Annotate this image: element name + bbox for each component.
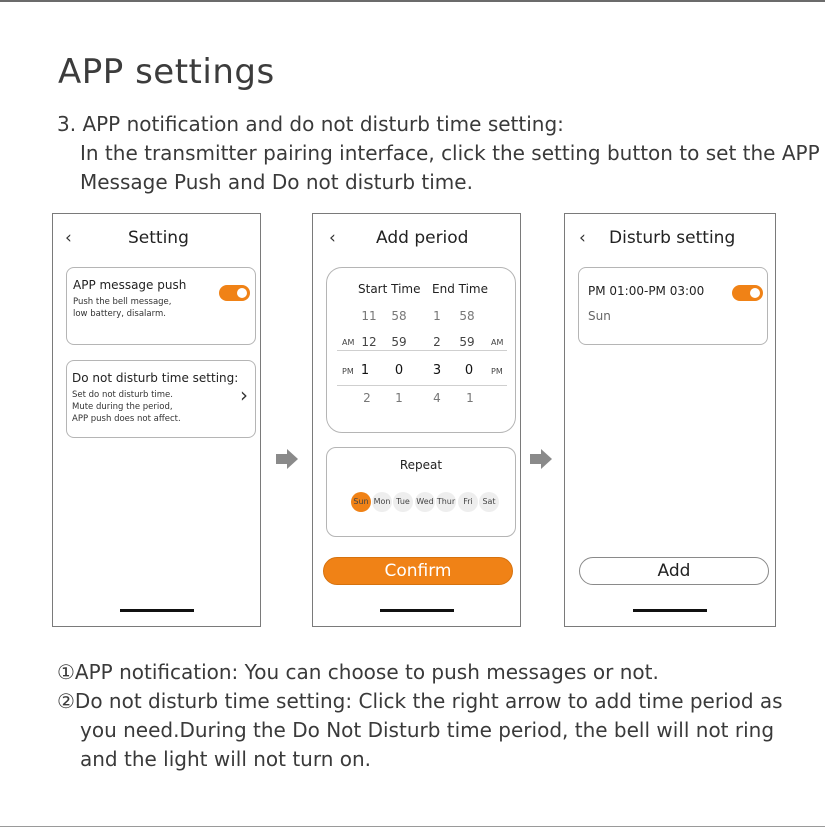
push-label: APP message push <box>73 278 187 292</box>
start-hour-option[interactable]: 11 <box>361 309 377 323</box>
back-chevron-icon[interactable]: ‹ <box>579 228 586 248</box>
push-toggle[interactable] <box>219 285 250 301</box>
dnd-card[interactable] <box>66 360 256 438</box>
add-button[interactable]: Add <box>579 557 769 585</box>
home-indicator <box>380 609 454 612</box>
push-desc-2: low battery, disalarm. <box>73 309 166 319</box>
dnd-label: Do not disturb time setting: <box>72 371 239 385</box>
period-toggle[interactable] <box>732 285 763 301</box>
disturb-setting-title: Disturb setting <box>609 228 736 248</box>
intro-line-3: Message Push and Do not disturb time. <box>80 170 473 194</box>
start-minute-option[interactable]: 59 <box>391 335 407 349</box>
back-chevron-icon[interactable]: ‹ <box>65 228 72 248</box>
app-message-push-card <box>66 267 256 345</box>
home-indicator <box>633 609 707 612</box>
am-pm-right[interactable]: PM <box>491 367 503 376</box>
intro-line-2: In the transmitter pairing interface, click the setting button to set the APP <box>80 141 820 165</box>
end-hour-selected[interactable]: 3 <box>432 363 442 378</box>
chevron-right-icon[interactable]: › <box>240 383 248 407</box>
dnd-desc-2: Mute during the period, <box>72 402 173 412</box>
dnd-desc-1: Set do not disturb time. <box>72 390 173 400</box>
setting-title: Setting <box>128 228 189 248</box>
note-2-cont-2: and the light will not turn on. <box>80 747 372 771</box>
am-pm-left[interactable]: AM <box>342 338 355 347</box>
am-pm-right[interactable]: AM <box>491 338 504 347</box>
day-wed[interactable]: Wed <box>415 492 435 512</box>
disturb-setting-header <box>565 228 775 252</box>
note-2: ②Do not disturb time setting: Click the right arrow to add time period as <box>57 689 783 713</box>
start-minute-selected[interactable]: 0 <box>394 363 404 378</box>
start-time-label: Start Time <box>358 282 421 296</box>
period-days: Sun <box>588 309 611 323</box>
day-tue[interactable]: Tue <box>393 492 413 512</box>
end-hour-option[interactable]: 4 <box>433 391 441 405</box>
start-minute-option[interactable]: 58 <box>391 309 407 323</box>
time-picker-card <box>326 267 516 433</box>
bottom-divider <box>0 826 825 827</box>
page-title: APP settings <box>58 52 275 92</box>
back-chevron-icon[interactable]: ‹ <box>329 228 336 248</box>
end-minute-option[interactable]: 59 <box>459 335 475 349</box>
end-minute-option[interactable]: 1 <box>466 391 474 405</box>
add-period-title: Add period <box>376 228 469 248</box>
push-desc-1: Push the bell message, <box>73 297 172 307</box>
home-indicator <box>120 609 194 612</box>
repeat-label: Repeat <box>399 458 443 472</box>
phone-setting-screen <box>52 213 261 627</box>
start-hour-option[interactable]: 2 <box>363 391 371 405</box>
add-period-header <box>313 228 520 252</box>
intro-text <box>57 110 820 197</box>
repeat-card <box>326 447 516 537</box>
end-minute-selected[interactable]: 0 <box>464 363 474 378</box>
day-thur[interactable]: Thur <box>436 492 456 512</box>
day-fri[interactable]: Fri <box>458 492 478 512</box>
end-hour-option[interactable]: 2 <box>433 335 441 349</box>
end-time-label: End Time <box>432 282 488 296</box>
intro-line-1: 3. APP notification and do not disturb time setting: <box>57 112 564 136</box>
end-hour-option[interactable]: 1 <box>433 309 441 323</box>
selection-line-top <box>337 350 507 351</box>
phone-disturb-setting-screen <box>564 213 776 627</box>
dnd-desc-3: APP push does not affect. <box>72 414 181 424</box>
setting-header <box>53 228 260 252</box>
am-pm-left[interactable]: PM <box>342 367 354 376</box>
day-mon[interactable]: Mon <box>372 492 392 512</box>
day-sat[interactable]: Sat <box>479 492 499 512</box>
day-sun[interactable]: Sun <box>351 492 371 512</box>
start-hour-option[interactable]: 12 <box>361 335 377 349</box>
selection-line-bottom <box>337 385 507 386</box>
end-minute-option[interactable]: 58 <box>459 309 475 323</box>
note-2-cont-1: you need.During the Do Not Disturb time period, the bell will not ring <box>80 718 775 742</box>
period-card[interactable] <box>578 267 768 345</box>
notes-text <box>57 658 783 774</box>
top-divider <box>0 0 825 2</box>
note-1: ①APP notification: You can choose to push messages or not. <box>57 660 659 684</box>
phone-add-period-screen <box>312 213 521 627</box>
period-time: PM 01:00-PM 03:00 <box>588 284 705 298</box>
start-hour-selected[interactable]: 1 <box>360 363 370 378</box>
start-minute-option[interactable]: 1 <box>395 391 403 405</box>
confirm-button[interactable]: Confirm <box>323 557 513 585</box>
